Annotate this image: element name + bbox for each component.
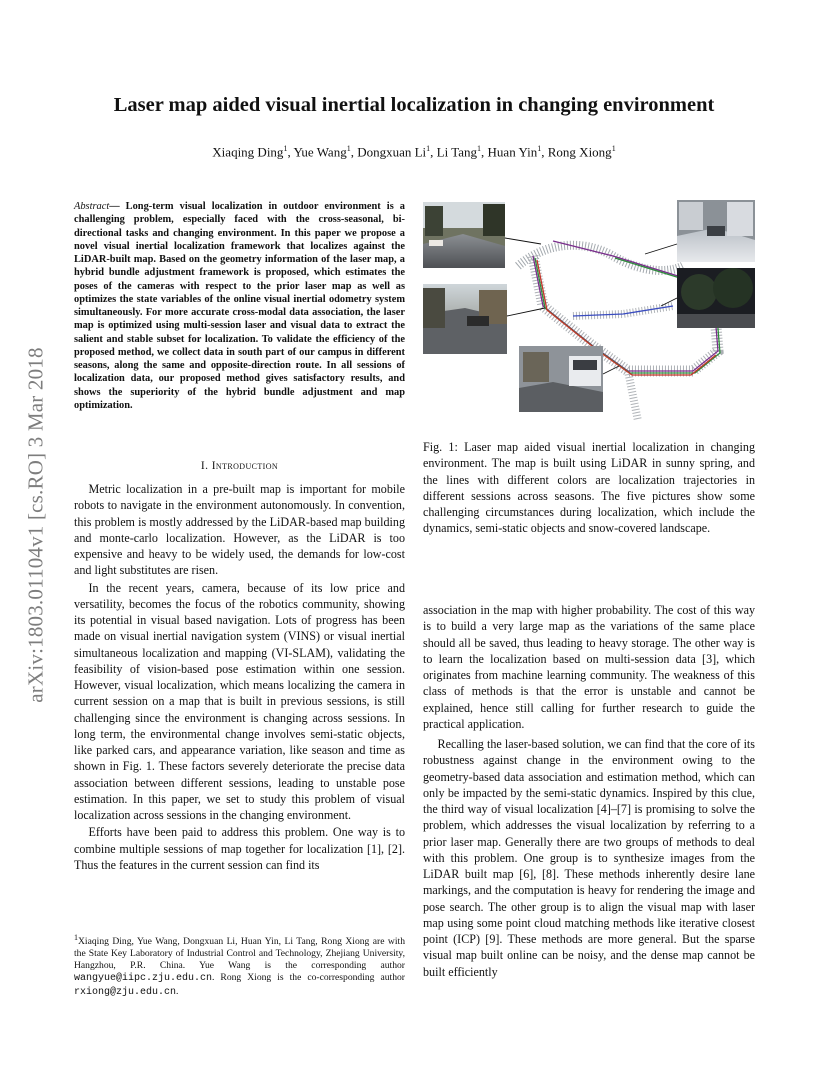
figure-caption: Fig. 1: Laser map aided visual inertial localization in changing environment. The map is built using LiDAR in sunny spring, and the lines with different colors are localization trajectories in different sessions across seasons. The five pictures show some challenging circumstances during localization, which include the dynamics, semi-static objects and snow-covered landscape.	[423, 440, 755, 536]
author-affiliation: 1	[346, 144, 351, 153]
photo-night-trees	[677, 268, 755, 328]
footnote-email: wangyue@iipc.zju.edu.cn	[74, 973, 213, 985]
author-affiliation: 1	[477, 144, 482, 153]
abstract-label: Abstract	[74, 201, 110, 212]
author: Yue Wang	[293, 144, 347, 160]
author-affiliation: 1	[283, 144, 288, 153]
author: Dongxuan Li	[357, 144, 427, 160]
body-paragraph: association in the map with higher probability. The cost of this way is to build a very large map as the variations of the same place should all be saved, thus leading to heavy storage. The other way is to learn the localization based on multi-session data [3], which originates from machine learning community. The weakness of this class of methods is that the error is unstable and cannot be explained, hence still calling for further research to guide the practical application.	[423, 603, 755, 731]
author: Huan Yin	[487, 144, 538, 160]
left-column-body	[74, 481, 405, 874]
author-affiliation: 1	[426, 144, 431, 153]
section-title: Introduction	[211, 460, 279, 472]
author-affiliation: 1	[611, 144, 616, 153]
paper-title: Laser map aided visual inertial localization in changing environment	[113, 94, 715, 116]
photo-snow-street	[677, 200, 755, 262]
arxiv-stamp-text: arXiv:1803.01104v1 [cs.RO] 3 Mar 2018	[23, 347, 48, 703]
body-paragraph: In the recent years, camera, because of its low price and versatility, becomes the focus of the robotics community, showing its potential in visual based navigation. Lots of progress has been made on visual inertial navigation system (VINS) or visual inertial simultaneous localization and mapping (VI-SLAM), validating the feasibility of vision-based pose estimation within one session. However, visual localization, which means localizing the camera in current session on a map that is built in previous sessions, is still challenging since the environment is changing across sessions. In long term, the environmental change involves semi-static objects, like parked cars, and appearance variation, like season and time as shown in Fig. 1. These factors severely deteriorate the precise data association between different sessions, leading to unstable pose estimation. In this paper, we set to study this problem of visual localization across sessions in the changing environment.	[74, 580, 405, 822]
author: Xiaqing Ding	[212, 144, 284, 160]
section-numeral: I.	[200, 460, 212, 472]
footnote-text: Xiaqing Ding, Yue Wang, Dongxuan Li, Huan Yin, Li Tang, Rong Xiong are with the State Key Laboratory of Industrial Control and Technology, Zhejiang University, Hangzhou, P.R. China. Yue Wang is the corresponding author	[74, 936, 405, 972]
figure-1	[423, 196, 755, 434]
body-paragraph: Efforts have been paid to address this problem. One way is to combine multiple sessions of map together for localization [1], [2]. Thus the features in the current session can find its	[74, 825, 405, 872]
arxiv-stamp	[14, 290, 58, 760]
footnote-text: . Rong Xiong is the co-corresponding author	[212, 972, 405, 984]
section-heading	[74, 460, 405, 472]
figure-1-image	[423, 196, 755, 434]
footnote	[74, 932, 405, 999]
body-paragraph: Metric localization in a pre-built map is important for mobile robots to navigate in the environment autonomously. In convention, this problem is mostly addressed by the LiDAR-based map building and monte-carlo localization. However, as the LiDAR is too expensive and heavy to be widely used, the demands for low-cost and light substitutes are risen.	[74, 482, 405, 578]
photo-street-winter	[423, 202, 505, 268]
photo-parked-cars	[423, 284, 507, 354]
right-column-body	[423, 602, 755, 981]
abstract-text: — Long-term visual localization in outdoor environment is a challenging problem, especially faced with the cross-seasonal, bi-directional tasks and changing environment. In this paper we propose a novel visual inertial localization framework that localizes against the LiDAR-built map. Based on the geometry information of the laser map, a hybrid bundle adjustment framework is proposed, which estimates the poses of the cameras with respect to the prior laser map as well as optimizes the state variables of the online visual inertial odometry system simultaneously. For more accurate cross-modal data association, the laser map is optimized using multi-session laser and visual data to extract the salient and stable subset for localization. To validate the efficiency of the proposed method, we collect data in south part of our campus in different seasons, along the same and opposite-direction route. In all sessions of localization data, our proposed method gives satisfactory results, and shows the superiority of the hybrid bundle adjustment and map optimization.	[74, 201, 405, 411]
author-list: Xiaqing Ding$^1$, Yue Wang$^1$, Dongxuan Li$^1$, Li Tang$^1$, Huan Yin$^1$, Rong Xiong$^1$	[212, 144, 616, 160]
author: Rong Xiong	[547, 144, 612, 160]
photo-bus	[519, 346, 603, 412]
author-affiliation: 1	[537, 144, 542, 153]
author: Li Tang	[436, 144, 478, 160]
body-paragraph: Recalling the laser-based solution, we can find that the core of its robustness against change in the environment owing to the geometry-based data association and estimation method, which can only be impacted by the semi-static dynamics. Inspired by this clue, the third way of visual localization [4]–[7] is promising to solve the problem, which addresses the visual localization by referring to a prior laser map. Generally there are two groups of methods to deal with this problem. One group is to synthesize images from the LiDAR built map [6], [8]. These methods inherently desire lane markings, and the computation is heavy for rendering the image and pose search. The other group is to align the visual map with laser map using some point cloud matching methods like iterative closest point (ICP) [9]. These methods are more general. But the sparse visual map built online can be noisy, and the dense map cannot be built efficiently	[423, 737, 755, 979]
footnote-marker: 1	[74, 933, 78, 942]
footnote-text: .	[176, 985, 179, 997]
footnote-email: rxiong@zju.edu.cn	[74, 986, 177, 998]
abstract	[74, 200, 405, 412]
